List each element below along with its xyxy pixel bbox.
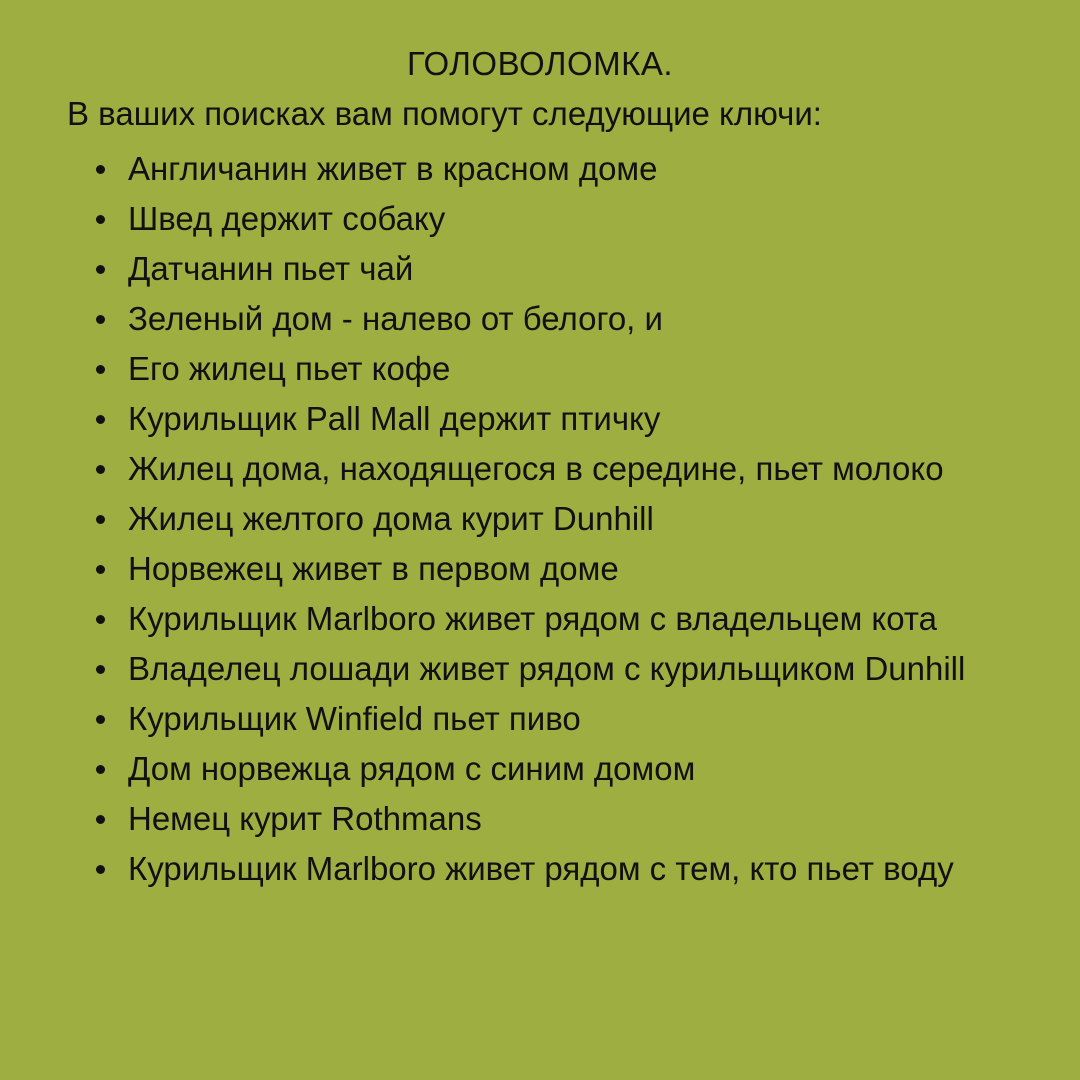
list-item xyxy=(96,644,976,694)
bullet-icon xyxy=(96,615,105,624)
clue-text: Жилец дома, находящегося в середине, пьет молоко xyxy=(128,450,944,487)
list-item xyxy=(96,144,976,194)
list-item xyxy=(96,294,976,344)
intro-text: В ваших поисках вам помогут следующие ключи: xyxy=(67,95,822,132)
list-item xyxy=(96,594,976,644)
bullet-icon xyxy=(96,815,105,824)
clue-text: Курильщик Pall Mall держит птичку xyxy=(128,400,661,437)
bullet-icon xyxy=(96,415,105,424)
bullet-icon xyxy=(96,215,105,224)
clue-text: Зеленый дом - налево от белого, и xyxy=(128,300,663,337)
clue-text: Курильщик Marlboro живет рядом с тем, кто пьет воду xyxy=(128,850,954,887)
list-item xyxy=(96,394,976,444)
bullet-icon xyxy=(96,865,105,874)
bullet-icon xyxy=(96,715,105,724)
clue-text: Норвежец живет в первом доме xyxy=(128,550,619,587)
list-item xyxy=(96,794,976,844)
clue-text: Курильщик Winfield пьет пиво xyxy=(128,700,581,737)
bullet-icon xyxy=(96,165,105,174)
list-item xyxy=(96,744,976,794)
list-item xyxy=(96,194,976,244)
bullet-icon xyxy=(96,265,105,274)
clue-text: Его жилец пьет кофе xyxy=(128,350,451,387)
bullet-icon xyxy=(96,465,105,474)
bullet-icon xyxy=(96,365,105,374)
clue-text: Жилец желтого дома курит Dunhill xyxy=(128,500,654,537)
list-item xyxy=(96,694,976,744)
bullet-icon xyxy=(96,565,105,574)
list-item xyxy=(96,444,976,494)
clue-text: Дом норвежца рядом с синим домом xyxy=(128,750,696,787)
bullet-icon xyxy=(96,765,105,774)
page-title: ГОЛОВОЛОМКА. xyxy=(406,45,674,82)
bullet-icon xyxy=(96,315,105,324)
clue-text: Немец курит Rothmans xyxy=(128,800,482,837)
clue-text: Курильщик Marlboro живет рядом с владельцем кота xyxy=(128,600,937,637)
list-item xyxy=(96,344,976,394)
clue-text: Швед держит собаку xyxy=(128,200,446,237)
clue-list xyxy=(96,144,976,894)
list-item xyxy=(96,494,976,544)
bullet-icon xyxy=(96,515,105,524)
bullet-icon xyxy=(96,665,105,674)
clue-text: Датчанин пьет чай xyxy=(128,250,414,287)
clue-text: Владелец лошади живет рядом с курильщиком Dunhill xyxy=(128,650,966,687)
list-item xyxy=(96,544,976,594)
clue-text: Англичанин живет в красном доме xyxy=(128,150,658,187)
list-item xyxy=(96,244,976,294)
list-item xyxy=(96,844,976,894)
